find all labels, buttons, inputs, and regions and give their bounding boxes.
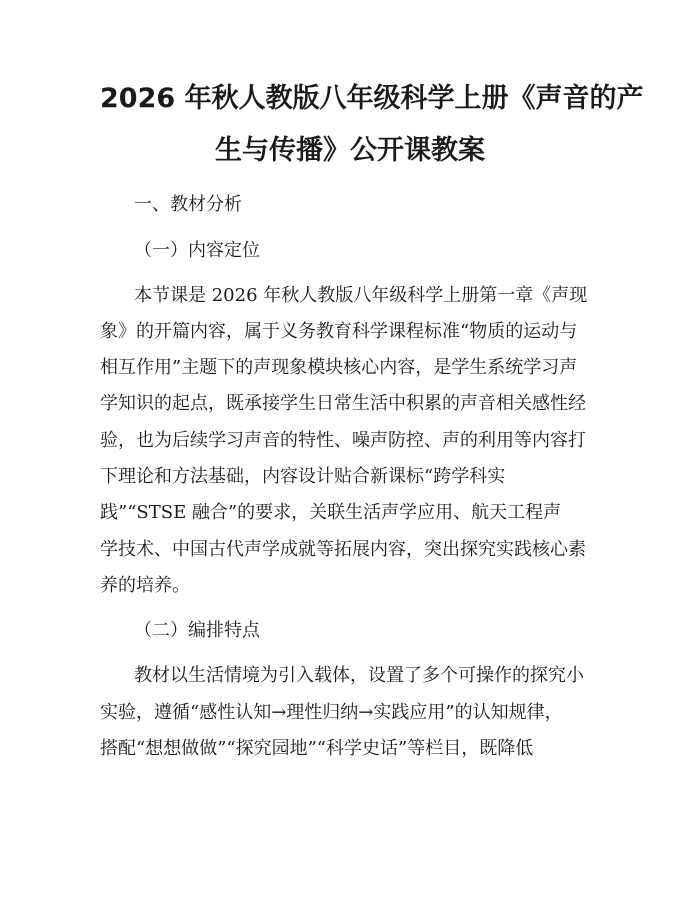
paragraph-line: 践”“STSE 融合”的要求，关联生活声学应用、航天工程声 bbox=[100, 502, 562, 523]
paragraph-line: 相互作用”主题下的声现象模块核心内容，是学生系统学习声 bbox=[100, 357, 578, 378]
subsection-heading-content-positioning: （一）内容定位 bbox=[134, 240, 260, 261]
paragraph-line: 验，也为后续学习声音的特性、噪声防控、声的利用等内容打 bbox=[100, 430, 586, 451]
paragraph-line: 象》的开篇内容，属于义务教育科学课程标准“物质的运动与 bbox=[100, 321, 578, 342]
paragraph-line: 教材以生活情境为引入载体，设置了多个可操作的探究小 bbox=[134, 665, 584, 686]
paragraph-line: 搭配“想想做做”“探究园地”“科学史话”等栏目，既降低 bbox=[100, 738, 534, 759]
paragraph-line: 本节课是 2026 年秋人教版八年级科学上册第一章《声现 bbox=[134, 285, 588, 306]
document-title-line-1: 2026 年秋人教版八年级科学上册《声音的产 bbox=[100, 83, 644, 114]
paragraph-line: 学技术、中国古代声学成就等拓展内容，突出探究实践核心素 bbox=[100, 539, 586, 560]
paragraph-line: 下理论和方法基础，内容设计贴合新课标“跨学科实 bbox=[100, 466, 506, 487]
paragraph-line: 实验，遵循“感性认知→理性归纳→实践应用”的认知规律， bbox=[100, 702, 563, 723]
subsection-heading-layout-features: （二）编排特点 bbox=[134, 620, 260, 641]
document-title-line-2: 生与传播》公开课教案 bbox=[215, 135, 485, 166]
section-heading-textbook-analysis: 一、教材分析 bbox=[134, 194, 242, 215]
paragraph-line: 学知识的起点，既承接学生日常生活中积累的声音相关感性经 bbox=[100, 393, 586, 414]
paragraph-line: 养的培养。 bbox=[100, 575, 190, 596]
